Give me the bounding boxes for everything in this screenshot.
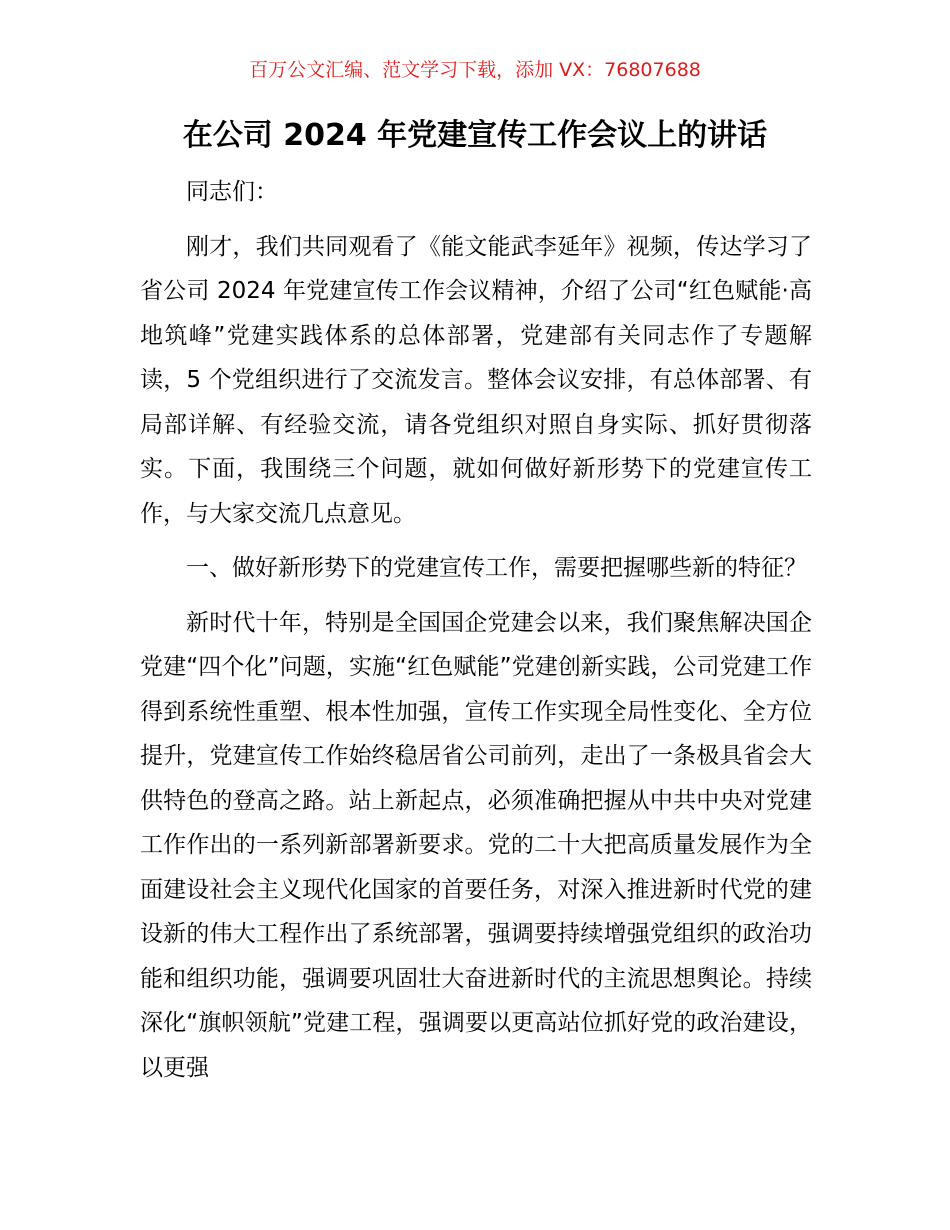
paragraph-section-1: 新时代十年，特别是全国国企党建会以来，我们聚焦解决国企党建“四个化”问题，实施“红色赋能”党建创新实践，公司党建工作得到系统性重塑、根本性加强，宣传工作实现全局性变化、全方位提升，党建宣传工作始终稳居省公司前列，走出了一条极具省会大供特色的登高之路。站上新起点，必须准确把握从中共中央对党建工作作出的一系列新部署新要求。党的二十大把高质量发展作为全面建设社会主义现代化国家的首要任务，对深入推进新时代党的建设新的伟大工程作出了系统部署，强调要持续增强党组织的政治功能和组织功能，强调要巩固壮大奋进新时代的主流思想舆论。持续深化“旗帜领航”党建工程，强调要以更高站位抓好党的政治建设，以更强: [140, 609, 812, 1081]
salutation: 同志们：: [186, 179, 278, 205]
document-body: [140, 170, 812, 1090]
watermark-header: 百万公文汇编、范文学习下载，添加 VX：76807688: [249, 59, 701, 81]
document-title: 在公司 2024 年党建宣传工作会议上的讲话: [182, 118, 768, 153]
section-heading-1: 一、做好新形势下的党建宣传工作，需要把握哪些新的特征？: [186, 555, 807, 581]
paragraph-intro: 刚才，我们共同观看了《能文能武李延年》视频，传达学习了省公司 2024 年党建宣传工作会议精神，介绍了公司“红色赋能·高地筑峰”党建实践体系的总体部署，党建部有关同志作了专题解读，5 个党组织进行了交流发言。整体会议安排，有总体部署、有局部详解、有经验交流，请各党组织对照自身实际、抓好贯彻落实。下面，我围绕三个问题，就如何做好新形势下的党建宣传工作，与大家交流几点意见。: [140, 233, 812, 527]
